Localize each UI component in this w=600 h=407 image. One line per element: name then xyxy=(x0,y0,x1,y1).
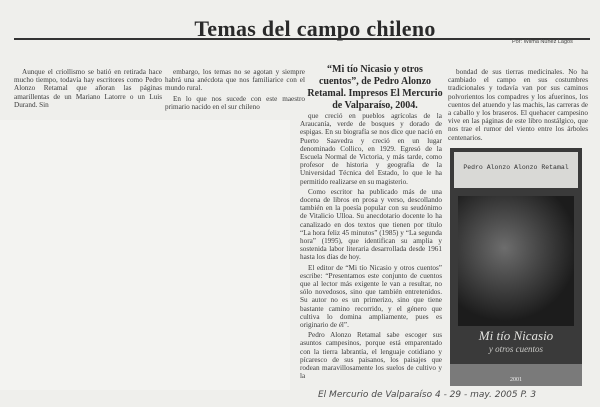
paragraph: bondad de sus tierras medicinales. No ha cambiado el campo en sus costumbres tradicionales y todavía van por sus caminos polvorientos los compadres y los afuerinos, los cuentos del atuendo y las machis, las carreras de a caballo y los braseros. El quehacer campesino vive en las páginas de este libro nostálgico, que nos trae el rumor del viento entre los árboles centenarios. xyxy=(448,68,588,142)
book-cover-header xyxy=(454,152,578,188)
book-cover-image xyxy=(450,148,582,386)
paragraph: Como escritor ha publicado más de una docena de libros en prosa y verso, descollando también en la poesía popular con su seudónimo de Vitalicio Ulloa. Su anecdotario docente lo ha canalizado en dos textos que tienen por título “La hora feliz 45 minutos” (1985) y “La segunda hora” (1995), que identifican su amplia y sostenida labor literaria desarrollada desde 1961 hasta los días de hoy. xyxy=(300,187,442,262)
paragraph: En lo que nos sucede con este maestro primario nacido en el sur chileno xyxy=(165,94,305,111)
paragraph: Aunque el criollismo se batió en retirada hace mucho tiempo, todavía hay escritores como Pedro Alonzo Retamal que añoran las páginas amarillentas de un Mariano Latorre o un Luis Durand. Sin xyxy=(14,68,162,109)
paragraph: embargo, los temas no se agotan y siempre habrá una anécdota que nos familiarice con el mundo rural. xyxy=(165,68,305,93)
book-reference: “Mi tío Nicasio y otros cuentos”, de Pedro Alonzo Retamal. Impresos El Mercurio de Valparaíso, 2004. xyxy=(307,64,443,111)
column-1 xyxy=(14,68,162,111)
blank-area xyxy=(0,120,290,390)
book-cover-footer xyxy=(450,364,582,386)
article-headline: Temas del campo chileno xyxy=(194,16,436,41)
byline: Por: Wilma Núñez Lagos xyxy=(512,39,573,45)
book-title: Mi tío Nicasio xyxy=(478,328,554,343)
paragraph: Pedro Alonzo Retamal sabe escoger sus asuntos campesinos, porque está emparentado con la tierra labrantía, el lenguaje cotidiano y pícaresco de sus paisanos, los paisajes que rodean maravillosamente los suelos de cultivo y la xyxy=(300,331,442,381)
book-author: Pedro Alonzo Alonzo Retamal xyxy=(463,164,569,171)
column-4 xyxy=(448,68,588,144)
book-footer-text: 2001 xyxy=(510,377,522,383)
column-3 xyxy=(300,112,442,383)
headline-rule xyxy=(14,38,590,40)
handwritten-source-note: El Mercurio de Valparaíso 4 - 29 - may. 2005 P. 3 xyxy=(318,390,537,400)
book-cover-art xyxy=(458,196,574,326)
book-subtitle: y otros cuentos xyxy=(488,344,544,354)
column-2 xyxy=(165,68,305,113)
paragraph: El editor de “Mi tío Nicasio y otros cuentos” escribe: “Presentamos este conjunto de cuentos que al lector más exigente le van a resultar, no sólo novedosos, sino que también entretenidos. Su autor no es un primerizo, sino que tiene bastante camino recorrido, y el género que cultiva lo domina ampliamente, pues es originario de él”. xyxy=(300,263,442,330)
paragraph: que creció en pueblos agrícolas de la Araucanía, verde de bosques y dorado de espigas. En su biografía se nos dice que nació en Puerto Saavedra y creció en un lugar denominado Collico, en 1929. Egresó de la Escuela Normal de Victoria, y más tarde, como profesor de historia y geografía de la Universidad Técnica del Estado, lo que le ha permitido realizarse en su magisterio. xyxy=(300,112,442,186)
